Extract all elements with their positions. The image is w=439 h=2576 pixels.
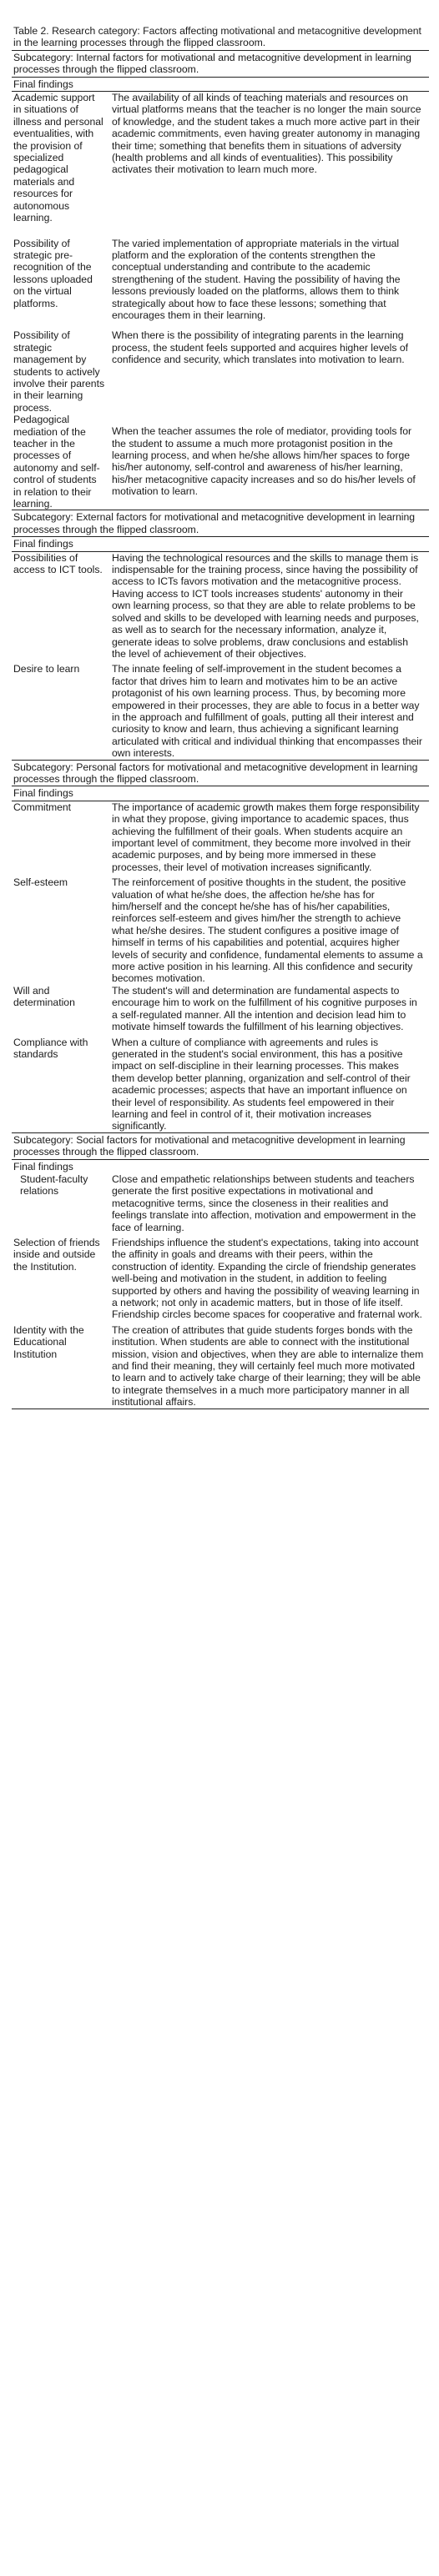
section-internal-factors bbox=[12, 51, 429, 510]
finding-description: Having the technological resources and the skills to manage them is indispensable for the training process, since having the possibility of access to ICTs favors motivation and the metacognitive process. Having access to ICT tools increases students' autonomy in their own learning process, so that they are able to relate problems to be solved and skills to be developed with learning needs and purposes, as well as to search for the necessary information, analyze it, generate ideas to solve problems, draw conclusions and establish the level of achievement of their objectives. bbox=[112, 551, 419, 660]
finding-description: The reinforcement of positive thoughts in the student, the positive valuation of what he/she does, the affection he/she has for him/herself and the concept he/she has of his/her capabilities, reinforces self-esteem and gives him/her the strength to achieve what he/she desires. The student configures a positive image of himself in terms of his capabilities and potential, acquires higher levels of security and confidence, fundamental elements to assume a more active position in his learning. All this confidence and security becomes motivation. bbox=[112, 876, 423, 985]
table-row bbox=[12, 92, 429, 223]
finding-code: Compliance with standards bbox=[13, 1036, 88, 1060]
finding-description: The varied implementation of appropriate materials in the virtual platform and the exploration of the contents strengthen the conceptual understanding and contribute to the academic strengthening of the student. Having the possibility of having the lessons previously loaded on the platforms, allows them to think strategically about how to face these lessons; something that encourages them in their learning. bbox=[112, 237, 401, 321]
table-row bbox=[12, 663, 429, 759]
section-external-factors bbox=[12, 510, 429, 759]
finding-description: The importance of academic growth makes them forge responsibility in what they propose, giving importance to academic spaces, thus achieving the fulfillment of their goals. When students acquire an important level of commitment, they become more involved in their academic purposes, and by being more immersed in these processes, their level of motivation increases significantly. bbox=[112, 801, 420, 873]
finding-code: Possibility of strategic management by students to actively involve their parents in their learning process. bbox=[13, 329, 105, 414]
table-row bbox=[12, 1037, 429, 1132]
finding-description: When the teacher assumes the role of mediator, providing tools for the student to assume a much more protagonist position in the learning process, and when he/she allows him/her spaces to forge his/her autonomy, self-control and awareness of his/her learning, his/her metacognitive capacity increases and so do his/her levels of motivation to learn. bbox=[112, 425, 416, 498]
finding-code: Possibility of strategic pre-recognition of the lessons uploaded on the virtual platforms. bbox=[13, 237, 93, 309]
finding-description: The availability of all kinds of teaching materials and resources on virtual platforms means that the teacher is no longer the main source of knowledge, and the student takes a much more active part in their academic commitments, even having greater autonomy in managing their time; something that benefits them in situations of adversity (health problems and all kinds of eventualities). This possibility activates their motivation to learn much more. bbox=[112, 92, 421, 176]
subcategory-heading: Subcategory: Personal factors for motivational and metacognitive development in learning processes through the flipped classroom. bbox=[13, 761, 418, 785]
final-findings-label: Final findings bbox=[13, 1160, 73, 1173]
finding-code: Selection of friends inside and outside the Institution. bbox=[13, 1237, 100, 1273]
finding-code: Self-esteem bbox=[13, 876, 68, 889]
table-row bbox=[12, 801, 429, 873]
finding-description: When there is the possibility of integrating parents in the learning process, the student feels supported and acquires higher levels of confidence and security, which translates into motivation to learn. bbox=[112, 329, 409, 366]
finding-code: Pedagogical mediation of the teacher in the processes of autonomy and self-control of students in relation to their learning. bbox=[13, 414, 100, 510]
finding-code: Desire to learn bbox=[13, 663, 80, 675]
finding-code: Academic support in situations of illness and personal eventualities, with the provision of specialized pedagogical materials and resources for autonomous learning. bbox=[13, 92, 103, 224]
finding-description: The innate feeling of self-improvement in the student becomes a factor that drives him to learn and motivates him to be an active protagonist of his own learning process. Thus, by becoming more empowered in their processes, they are able to focus in a better way in the approach and fulfillment of goals, putting all their interest and curiosity to know and learn, thus achieving a significant learning articulated with critical and individual thinking that encompasses their own interests. bbox=[112, 663, 422, 760]
finding-description: When a culture of compliance with agreements and rules is generated in the student's social environment, this has a positive impact on self-discipline in their learning processes. This makes them develop better planning, organization and self-control of their academic processes; aspects that have an important influence on their level of responsibility. As students feel empowered in their learning and feel in control of it, their motivation increases significantly. bbox=[112, 1036, 411, 1132]
finding-description: The creation of attributes that guide students forges bonds with the institution. When students are able to connect with the institutional mission, vision and objectives, when they are able to internalize them and find their meaning, they will certainly feel much more motivated to learn and to actively take charge of their learning; they will be able to integrate themselves in a much more participatory manner in all institutional affairs. bbox=[112, 1323, 424, 1409]
finding-code: Possibilities of access to ICT tools. bbox=[13, 551, 103, 576]
table-row bbox=[12, 414, 429, 510]
section-social-factors bbox=[12, 1133, 429, 1409]
finding-code: Identity with the Educational Institution bbox=[13, 1323, 84, 1360]
finding-code: Student-faculty relations bbox=[20, 1173, 88, 1198]
subcategory-heading: Subcategory: Social factors for motivational and metacognitive development in learning processes through the flipped classroom. bbox=[13, 1133, 406, 1158]
table-row bbox=[12, 1237, 429, 1321]
subcategory-heading: Subcategory: External factors for motivational and metacognitive development in learning processes through the flipped classroom. bbox=[13, 511, 415, 535]
finding-description: Close and empathetic relationships between students and teachers generate the first positive expectations in motivational and metacognitive terms, since the closeness in their realities and feelings translate into affection, motivation and empowerment in the face of learning. bbox=[112, 1173, 416, 1233]
table-row bbox=[12, 1324, 429, 1409]
finding-description: Friendships influence the student's expectations, taking into account the affinity in goals and dreams with their peers, within the construction of identity. Expanding the circle of friendship generates well-being and motivation in the student, in addition to feeling supported by others and having the possibility of weaving learning in a network; not only in academic matters, but in those of life itself. Friendship circles become spaces for cooperative and fraternal work. bbox=[112, 1237, 422, 1321]
table-row bbox=[12, 876, 429, 985]
finding-code: Will and determination bbox=[13, 984, 75, 1009]
table-row bbox=[12, 238, 429, 322]
table-caption: Table 2. Research category: Factors affecting motivational and metacognitive development in the learning processes through the flipped classroom. bbox=[13, 25, 421, 49]
section-personal-factors bbox=[12, 761, 429, 1132]
subcategory-heading: Subcategory: Internal factors for motivational and metacognitive development in learning processes through the flipped classroom. bbox=[13, 51, 411, 76]
final-findings-label: Final findings bbox=[13, 78, 73, 90]
final-findings-label: Final findings bbox=[13, 538, 73, 550]
table-row bbox=[12, 1173, 429, 1233]
table-row bbox=[12, 329, 429, 414]
final-findings-label: Final findings bbox=[13, 787, 73, 800]
finding-code: Commitment bbox=[13, 801, 72, 813]
table-row bbox=[12, 985, 429, 1033]
finding-description: The student's will and determination are fundamental aspects to encourage him to work on the fulfillment of his cognitive purposes in a self-regulated manner. All the intention and decision lead him to motivate himself towards the fulfillment of his learning objectives. bbox=[112, 984, 417, 1033]
table-row bbox=[12, 552, 429, 660]
